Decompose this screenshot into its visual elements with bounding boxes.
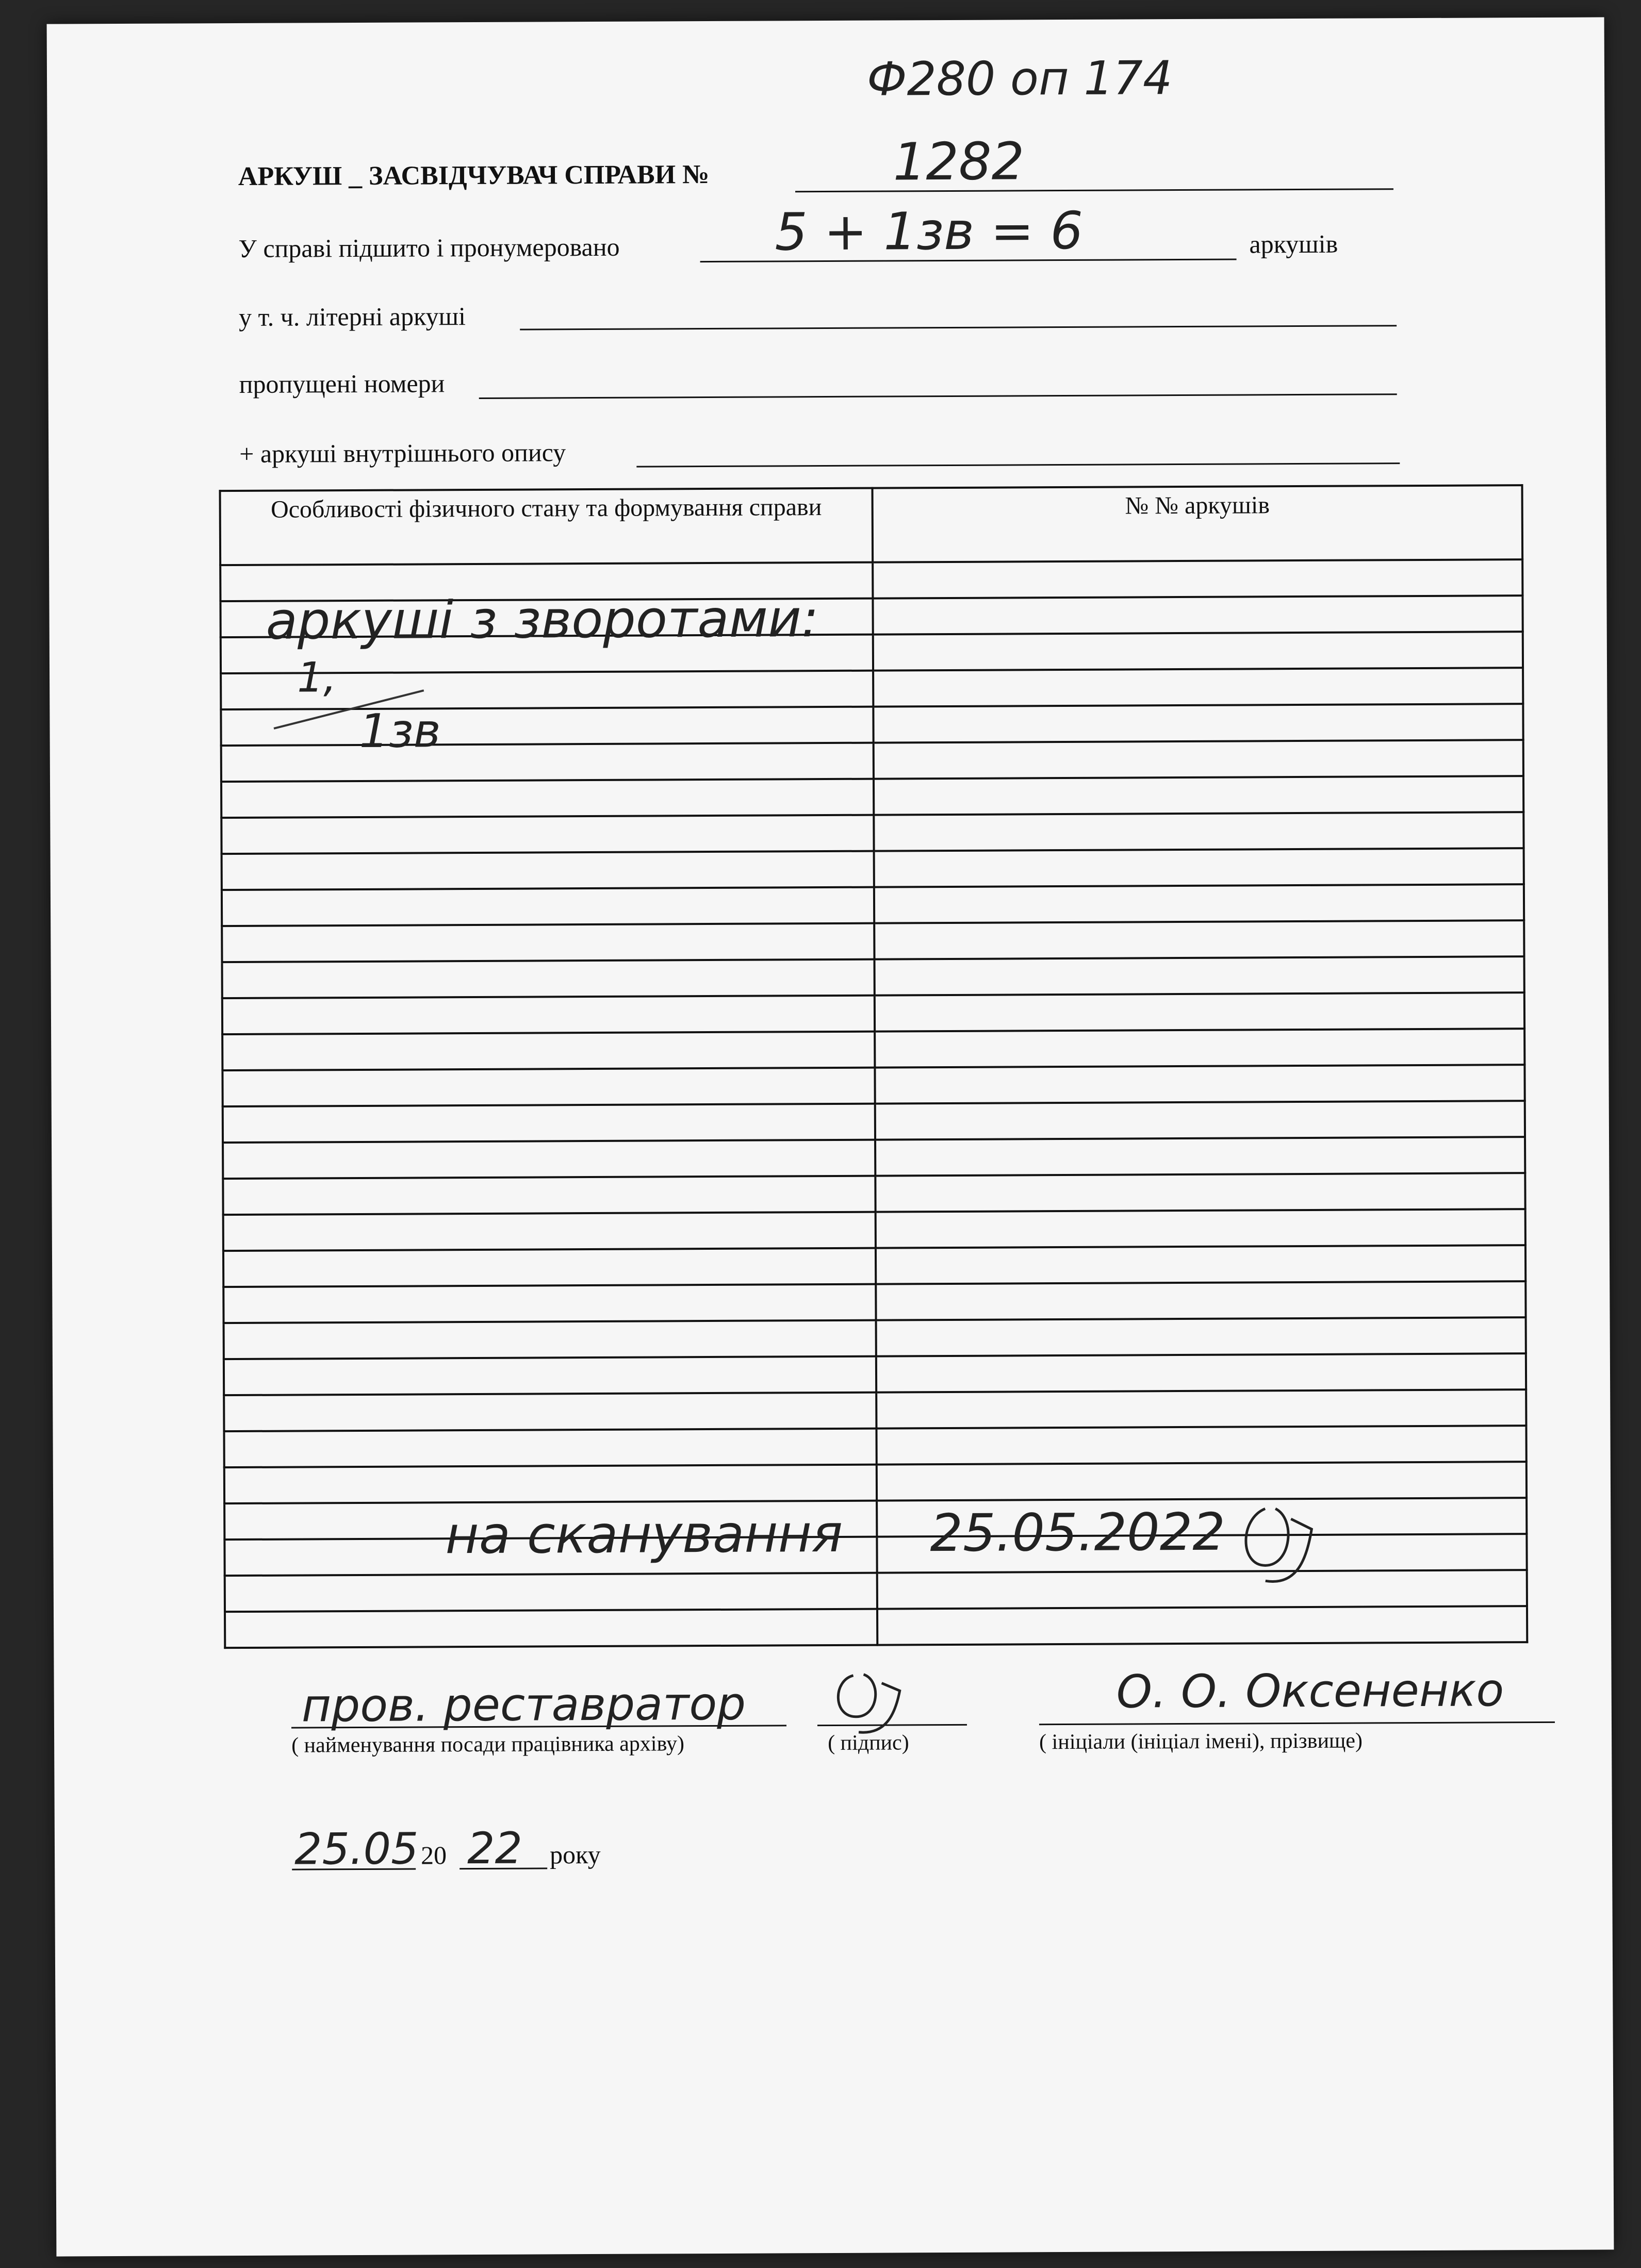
sheet-number-cell [877,1462,1527,1500]
document-page [47,17,1614,2256]
table-row [222,1065,1524,1106]
letter-sheets-label: у т. ч. літерні аркуші [238,302,466,332]
position-value: пров. реставратор [301,1677,746,1732]
case-number-line [795,188,1393,192]
condition-cell [221,815,874,854]
condition-cell [222,1068,875,1107]
letter-sheets-line [520,325,1397,330]
condition-cell [225,1573,877,1612]
date-value: 25.05 [294,1823,419,1875]
sheet-number-cell [876,1353,1526,1392]
table-row [221,776,1523,818]
scan-note: на сканування [445,1503,843,1566]
col2-header: № № аркушів [873,485,1523,562]
condition-cell [222,923,874,963]
table-row [222,992,1524,1034]
stitched-value: 5 + 1зв = 6 [775,200,1084,262]
name-line [1039,1721,1555,1725]
table-row [225,1606,1527,1648]
year-prefix: 20 [420,1841,447,1870]
condition-cell [221,707,873,746]
sheet-number-cell [875,1065,1524,1103]
table-row [223,1173,1525,1215]
condition-table [219,484,1529,1649]
signature-caption: ( підпис) [828,1731,909,1756]
condition-cell [223,1140,875,1179]
position-caption: ( найменування посади працівника архіву) [291,1732,685,1758]
stitched-label: У справі підшито і пронумеровано [238,232,620,263]
note-sheets-with-versos: аркуші з зворотами: [266,588,819,651]
condition-cell [224,1465,877,1504]
condition-cell [222,959,875,999]
condition-cell [222,887,874,926]
sheet-number-cell [875,1101,1525,1139]
table-row [224,1353,1526,1395]
sheet-number-cell [873,559,1522,598]
sheet-number-cell [873,632,1523,670]
internal-inventory-line [636,462,1400,467]
table-header-row [220,485,1523,565]
sheet-number-cell [874,920,1524,959]
condition-cell [224,1356,876,1396]
sheet-number-cell [876,1426,1526,1464]
sheet-number-cell [873,704,1523,742]
internal-inventory-label: + аркуші внутрішнього опису [239,438,566,468]
condition-cell [221,779,874,818]
table-row [222,920,1524,962]
col1-header: Особливості фізичного стану та формування справи [220,488,873,566]
signature-initials [1234,1488,1353,1592]
sheet-number-cell [876,1389,1526,1428]
sheet-number-cell [875,1173,1525,1212]
missing-numbers-label: пропущені номери [239,369,445,399]
condition-cell [224,1320,876,1360]
table-row [223,1245,1525,1287]
name-value: О. О. Оксененко [1116,1663,1504,1718]
page-title: АРКУШ _ ЗАСВІДЧУВАЧ СПРАВИ № [238,160,710,191]
table-row [222,884,1524,926]
sheet-number-cell [875,1029,1524,1067]
condition-cell [223,1104,875,1143]
sheet-number-cell [876,1209,1525,1248]
scan-date: 25.05.2022 [930,1501,1226,1564]
sheet-number-cell [874,740,1523,779]
note-fraction-top: 1, [297,653,337,702]
year-value: 22 [467,1823,523,1874]
stitched-suffix: аркушів [1249,229,1338,259]
sheet-number-cell [876,1281,1525,1320]
table-row [221,812,1523,854]
condition-cell [224,1393,876,1432]
condition-cell [222,1032,875,1071]
note-fraction-bottom: 1зв [359,704,441,758]
condition-cell [224,1429,876,1468]
sheet-number-cell [874,812,1523,851]
table-row [222,956,1524,998]
condition-cell [223,1176,875,1215]
table-row [224,1317,1526,1359]
table-row [221,668,1523,709]
table-row [223,1209,1525,1251]
sheet-number-cell [876,1317,1526,1356]
case-number: 1282 [893,131,1025,192]
sheet-number-cell [877,1606,1527,1645]
condition-cell [221,743,874,782]
archive-code: Ф280 оп 174 [866,51,1173,107]
condition-cell [223,1248,876,1287]
name-caption: ( ініціали (ініціал імені), прізвище) [1039,1729,1363,1754]
condition-cell [222,996,875,1035]
year-suffix: року [549,1840,601,1869]
sheet-number-cell [874,884,1524,923]
missing-numbers-line [479,393,1397,399]
table-row [222,848,1524,890]
condition-cell [223,1284,876,1323]
sheet-number-cell [874,848,1524,887]
footer-signature [827,1660,946,1737]
sheet-number-cell [873,595,1522,634]
table-row [223,1137,1525,1179]
table-row [223,1281,1525,1323]
table-row [224,1389,1526,1431]
sheet-number-cell [875,1137,1525,1176]
sheet-number-cell [874,956,1524,995]
sheet-number-cell [876,1245,1525,1284]
sheet-number-cell [877,1570,1527,1609]
table-row [224,1426,1526,1467]
sheet-number-cell [874,776,1523,815]
condition-cell [225,1609,877,1648]
condition-cell [223,1212,876,1251]
condition-cell [222,851,874,890]
sheet-number-cell [875,992,1524,1031]
table-row [222,1029,1524,1070]
sheet-number-cell [873,668,1523,706]
table-row [223,1101,1525,1143]
